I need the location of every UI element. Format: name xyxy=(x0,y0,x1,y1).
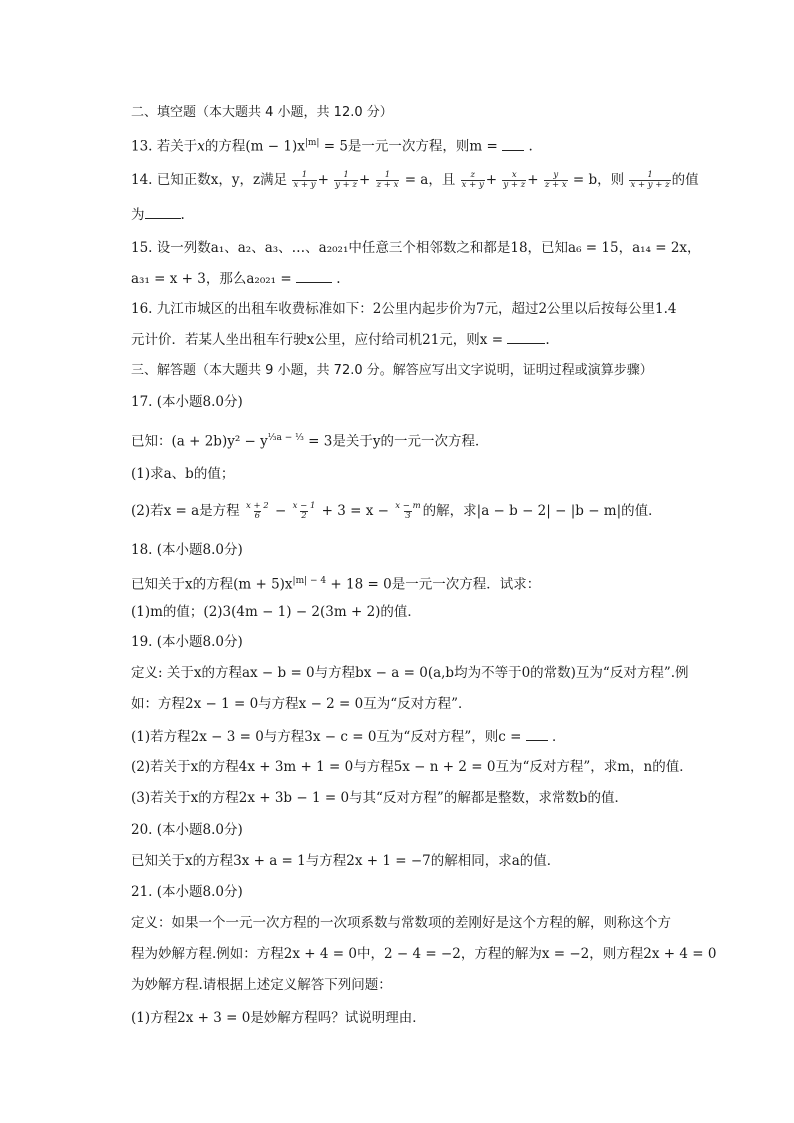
q14-fraction: $\frac{z}{x + y}$ xyxy=(461,170,484,190)
q14-number: 14. xyxy=(131,172,153,188)
question-17-part1: (1)求a、b的值； xyxy=(131,466,235,482)
question-21-header xyxy=(131,882,243,902)
question-18-header xyxy=(131,540,243,560)
question-13: 13. 若关于x的方程$(m - 1)x^{|m|} = 5$是一元一次方程，则m = . xyxy=(131,133,533,157)
question-21-line2: 程为妙解方程.例如：方程2x + 4 = 0中，2 − 4 = −2，方程的解为x = −2，则方程2x + 4 = 0 xyxy=(131,946,717,962)
q20-number: 20. xyxy=(131,822,153,838)
q16-answer-blank[interactable] xyxy=(507,329,545,344)
question-19-part3: (3)若关于x的方程2x + 3b − 1 = 0与其“反对方程”的解都是整数，求常数b的值． xyxy=(131,790,628,806)
q13-number: 13. xyxy=(131,138,153,155)
question-18-line1: 已知关于x的方程$(m + 5)x^{|m| - 4} + 18 = 0$是一元一次方程．试求： xyxy=(131,576,541,593)
q18-score: (本小题8.0分) xyxy=(156,542,243,558)
q14-answer-blank[interactable] xyxy=(145,204,181,219)
question-21-line3: 为妙解方程.请根据上述定义解答下列问题： xyxy=(131,977,392,993)
q13-answer-blank[interactable] xyxy=(502,136,524,151)
q20-score: (本小题8.0分) xyxy=(156,822,243,838)
question-15-line2: a₃₁ = x + 3，那么a₂₀₂₁ = . xyxy=(131,268,341,289)
question-15: 15. 设一列数a₁、a₂、a₃、…、a₂₀₂₁中任意三个相邻数之和都是18，已知a₆ = 15，a₁₄ = 2x， xyxy=(131,240,701,256)
section2-heading: 二、填空题（本大题共 4 小题，共 12.0 分） xyxy=(131,105,393,120)
question-17-given: 已知：$(a + 2b)y^2 - y^{\frac{1}{3}a - \frac{1}{3}} = 3$是关于y的一元一次方程． xyxy=(131,433,489,450)
q15-number: 15. xyxy=(131,240,153,256)
section3-heading: 三、解答题（本大题共 9 小题，共 72.0 分。解答应写出文字说明，证明过程或演算步骤） xyxy=(131,363,653,378)
q14-fraction: $\frac{y}{z + x}$ xyxy=(544,170,567,190)
question-20-header xyxy=(131,820,243,840)
question-18-line2: (1)m的值；(2)3(4m − 1) − 2(3m + 2)的值． xyxy=(131,604,421,620)
q19-score: (本小题8.0分) xyxy=(156,634,243,650)
q17-fraction: $\frac{x - 1}{2}$ xyxy=(292,501,316,521)
question-19-part1: (1)若方程2x − 3 = 0与方程3x − c = 0互为“反对方程”，则c = ． xyxy=(131,726,566,747)
question-21-line1: 定义：如果一个一元一次方程的一次项系数与常数项的差刚好是这个方程的解，则称这个方 xyxy=(131,915,671,931)
q17-score: (本小题8.0分) xyxy=(156,394,243,410)
question-19-header xyxy=(131,632,243,652)
question-17-part2: (2)若x = a是方程 $\frac{x + 2}{6}$ − $\frac{x - 1}{2}$ + 3 = x − $\frac{x - m}{3}$ 的解，求|a − b − 2| − |b − m|的值． xyxy=(131,501,662,521)
q18-number: 18. xyxy=(131,542,153,558)
q14-fraction: $\frac{1}{z + x}$ xyxy=(376,170,399,190)
q14-fraction: $\frac{1}{x + y}$ xyxy=(293,170,316,190)
q17-fraction: $\frac{x + 2}{6}$ xyxy=(245,501,269,521)
q19-number: 19. xyxy=(131,634,153,650)
question-14: 14. 已知正数x，y，z满足 $\frac{1}{x + y}$ + $\frac{1}{y + z}$ + $\frac{1}{z + x}$ = a，且 $\frac{z}{x + y}$ + $\frac{x}{y + z}$ + $\frac{y}{z + x}$ = b，则 $\frac{1}{x + y + z}$ 的值 xyxy=(131,170,699,190)
question-16-line2: 元计价．若某人坐出租车行驶x公里，应付给司机21元，则x = . xyxy=(131,329,550,350)
question-17-header xyxy=(131,392,243,412)
question-19-line2: 如：方程2x − 1 = 0与方程x − 2 = 0互为“反对方程”． xyxy=(131,696,472,712)
question-19-line1: 定义: 关于x的方程ax − b = 0与方程bx − a = 0(a,b均为不等于0的常数)互为“反对方程”.例 xyxy=(131,665,689,681)
q14-fraction: $\frac{1}{x + y + z}$ xyxy=(630,170,670,190)
q21-number: 21. xyxy=(131,884,153,900)
question-20-line1: 已知关于x的方程3x + a = 1与方程2x + 1 = −7的解相同，求a的值． xyxy=(131,853,561,869)
q16-number: 16. xyxy=(131,301,153,317)
question-14-line2: 为 . xyxy=(131,204,185,225)
q14-fraction: $\frac{1}{y + z}$ xyxy=(335,170,357,190)
q21-score: (本小题8.0分) xyxy=(156,884,243,900)
q17-fraction: $\frac{x - m}{3}$ xyxy=(395,501,421,521)
q14-fraction: $\frac{x}{y + z}$ xyxy=(503,170,526,190)
question-19-part2: (2)若关于x的方程4x + 3m + 1 = 0与方程5x − n + 2 = 0互为“反对方程”，求m，n的值． xyxy=(131,759,693,775)
q17-number: 17. xyxy=(131,394,153,410)
q19-answer-blank[interactable] xyxy=(526,726,548,741)
q15-answer-blank[interactable] xyxy=(296,268,332,283)
question-16: 16. 九江市城区的出租车收费标准如下：2公里内起步价为7元，超过2公里以后按每公里1.4 xyxy=(131,301,677,317)
question-21-part1: (1)方程2x + 3 = 0是妙解方程吗？试说明理由． xyxy=(131,1010,426,1026)
